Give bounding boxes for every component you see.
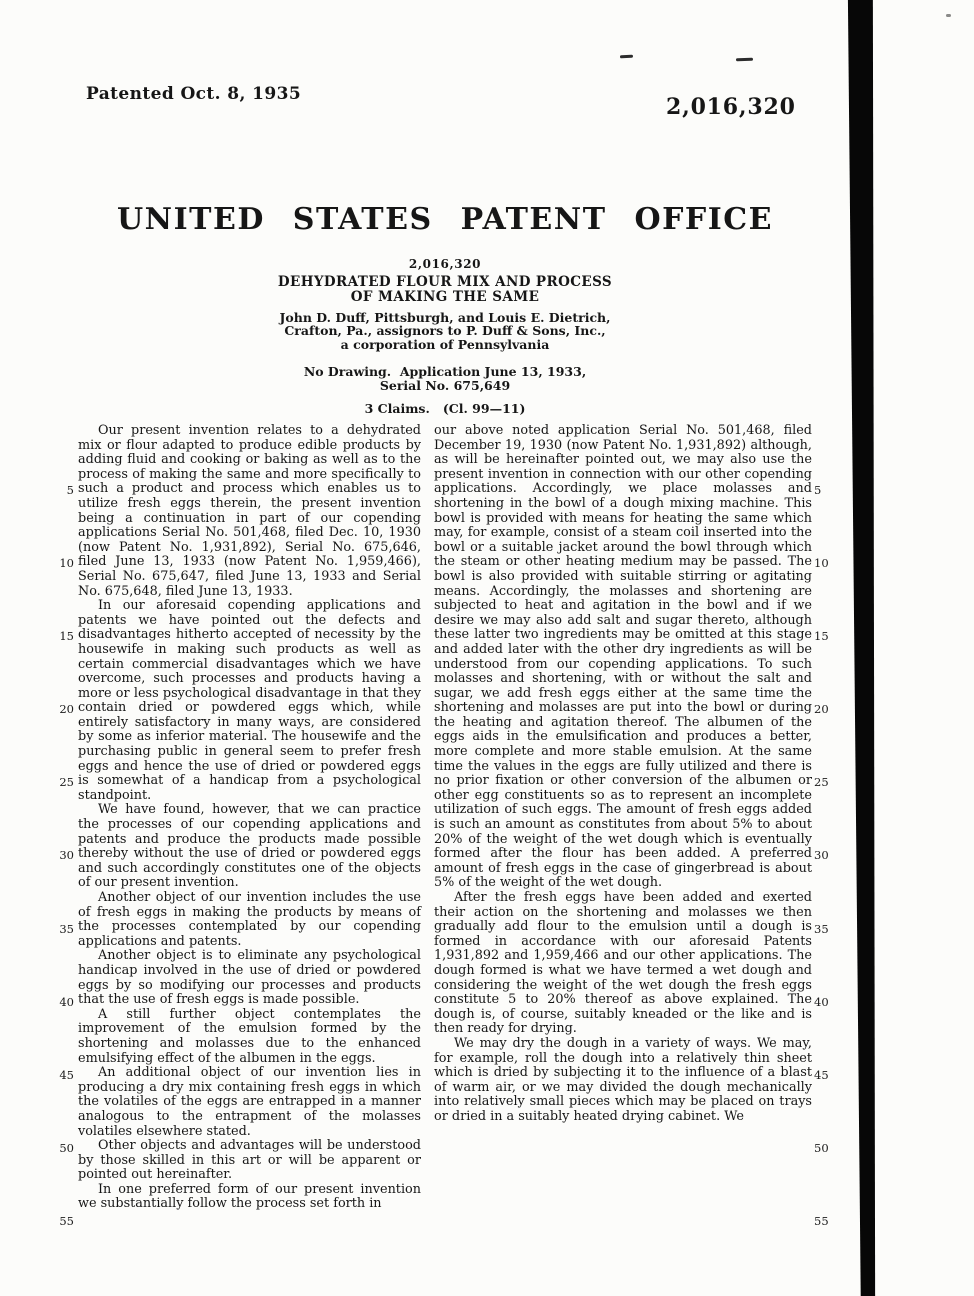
paragraph: Our present invention relates to a dehydrated mix or flour adapted to produce edible products by adding fluid and cooking or baking as well as to the process of making the same and more specifically to such a product and process which enables us to utilize fresh eggs therein, the present invention being a continuation in part of our copending applications Serial No. 501,468, filed Dec. 10, 1930 (now Patent No. 1,931,892), Serial No. 675,646, filed June 13, 1933 (now Patent No. 1,959,466), Serial No. 675,647, filed June 13, 1933 and Serial No. 675,648, filed June 13, 1933. bbox=[78, 424, 421, 599]
filing-line1: No Drawing. Application June 13, 1933, bbox=[303, 364, 587, 379]
line-number: 5 bbox=[66, 483, 74, 497]
scan-speck-artifact bbox=[736, 58, 753, 62]
paragraph: Another object of our invention includes the use of fresh eggs in making the products by means of the processes contemplated by our copending applications and patents. bbox=[78, 890, 421, 949]
line-number: 15 bbox=[814, 629, 829, 643]
line-number: 40 bbox=[59, 995, 74, 1009]
paragraph: Other objects and advantages will be understood by those skilled in this art or will be apparent or pointed out hereinafter. bbox=[78, 1138, 421, 1183]
invention-title-line1: DEHYDRATED FLOUR MIX AND PROCESS bbox=[277, 274, 613, 290]
line-number: 30 bbox=[59, 848, 74, 862]
line-number: 25 bbox=[59, 775, 74, 789]
line-number: 50 bbox=[814, 1141, 829, 1155]
line-number: 25 bbox=[814, 775, 829, 789]
line-number: 20 bbox=[59, 702, 74, 716]
line-number: 45 bbox=[59, 1068, 74, 1082]
line-number: 55 bbox=[59, 1214, 74, 1228]
inventors-line1: John D. Duff, Pittsburgh, and Louis E. Dietrich, bbox=[279, 310, 611, 325]
paragraph: Another object is to eliminate any psychological handicap involved in the use of dried or powdered eggs by so modifying our processes and products that the use of fresh eggs is made possible. bbox=[78, 948, 421, 1008]
paragraph: A still further object contemplates the improvement of the emulsion formed by the shortening and molasses due to the enhanced emulsifying effect of the albumen in the eggs. bbox=[78, 1006, 421, 1066]
line-number: 55 bbox=[814, 1214, 829, 1228]
paragraph: our above noted application Serial No. 501,468, filed December 19, 1930 (now Patent No. 1,931,892) although, as will be hereinafter pointed out, we may also use the present invention in connection with our other copending applications. Accordingly, we place molasses and shortening in the bowl of a dough mixing machine. This bowl is provided with means for heating the same which may, for example, consist of a steam coil inserted into the bowl or a suitable jacket around the bowl through which the steam or other heating medium may be passed. The bowl is also provided with suitable stirring or agitating means. Accordingly, the molasses and shortening are subjected to heat and agitation in the bowl and if we desire we may also add salt and sugar thereto, although these latter two ingredients may be omitted at this stage and added later with the other dry ingredients as will be understood from our copending applications. To such molasses and shortening, with or without the salt and sugar, we add fresh eggs either at the same time the shortening and molasses are put into the bowl or during the heating and agitation thereof. The albumen of the eggs aids in the emulsification and produces a better, more complete and more stable emulsion. At the same time the values in the eggs are fully utilized and there is no prior fixation or other conversion of the albumen or other egg constituents so as to represent an incomplete utilization of such eggs. The amount of fresh eggs added is such an amount as constitutes from about 5% to about 20% of the weight of the wet dough which is eventually formed after the flour has been added. A preferred amount of fresh eggs in the case of gingerbread is about 5% of the weight of the wet dough. bbox=[434, 424, 812, 891]
paragraph: After the fresh eggs have been added and exerted their action on the shortening and molasses we then gradually add flour to the emulsion until a dough is formed in accordance with our aforesaid Patents 1,931,892 and 1,959,466 and our other applications. The dough formed is what we have termed a wet dough and considering the weight of the wet dough the fresh eggs constitute 5 to 20% thereof as above explained. The dough is, of course, suitably kneaded or the like and is then ready for drying. bbox=[434, 890, 812, 1037]
line-number: 15 bbox=[59, 629, 74, 643]
paragraph: We may dry the dough in a variety of ways. We may, for example, roll the dough into a relatively thin sheet which is dried by subjecting it to the influence of a blast of warm air, or we may divided the dough mechanically into relatively small pieces which may be placed on trays or dried in a suitably heated drying cabinet. We bbox=[434, 1035, 812, 1124]
line-number: 10 bbox=[59, 556, 74, 570]
line-number: 50 bbox=[59, 1141, 74, 1155]
scan-speck-artifact bbox=[946, 14, 951, 17]
claims-info: 3 Claims. (Cl. 99—11) bbox=[364, 401, 526, 416]
inventors-block bbox=[78, 311, 812, 351]
right-column bbox=[434, 424, 812, 1125]
scan-speck-artifact bbox=[620, 55, 633, 59]
scan-edge-bar-artifact bbox=[846, 0, 878, 1296]
invention-title-line2: OF MAKING THE SAME bbox=[350, 288, 540, 305]
paragraph: In our aforesaid copending applications and patents we have pointed out the defects and disadvantages hitherto accepted of necessity by the housewife in making such products as well as certain commercial disadvantages which we have overcome, such processes and products having a more or less psychological disadvantage in that they contain dried or powdered eggs which, while entirely satisfactory in many ways, are considered by some as inferior material. The housewife and the purchasing public in general seem to prefer fresh eggs and hence the use of dried or powdered eggs is somewhat of a handicap from a psychological standpoint. bbox=[78, 598, 421, 803]
line-number: 35 bbox=[59, 922, 74, 936]
paragraph: We have found, however, that we can practice the processes of our copending applications and patents and produce the products made possible thereby without the use of dried or powdered eggs and such accordingly constitutes one of the objects of our present invention. bbox=[78, 802, 421, 891]
patented-date: Patented Oct. 8, 1935 bbox=[86, 84, 302, 104]
left-column bbox=[78, 424, 421, 1212]
line-number: 45 bbox=[814, 1068, 829, 1082]
line-number: 10 bbox=[814, 556, 829, 570]
line-number: 35 bbox=[814, 922, 829, 936]
patent-body bbox=[50, 424, 838, 1276]
paragraph: An additional object of our invention lies in producing a dry mix containing fresh eggs in which the volatiles of the eggs are entrapped in a manner analogous to the entrapment of the molasses volatiles elsewhere stated. bbox=[78, 1065, 421, 1139]
patent-number-center: 2,016,320 bbox=[408, 257, 482, 271]
line-number: 5 bbox=[814, 483, 822, 497]
line-number: 20 bbox=[814, 702, 829, 716]
inventors-line2: Crafton, Pa., assignors to P. Duff & Sons, Inc., bbox=[284, 323, 606, 339]
line-number: 40 bbox=[814, 995, 829, 1009]
paragraph: In one preferred form of our present invention we substantially follow the process set forth in bbox=[78, 1181, 421, 1212]
office-title: UNITED STATES PATENT OFFICE bbox=[117, 202, 773, 237]
inventors-line3: a corporation of Pennsylvania bbox=[340, 336, 550, 352]
filing-line2: Serial No. 675,649 bbox=[379, 378, 511, 393]
filing-info bbox=[78, 365, 812, 393]
patent-number-header: 2,016,320 bbox=[666, 94, 796, 120]
invention-title bbox=[78, 275, 812, 304]
line-number: 30 bbox=[814, 848, 829, 862]
